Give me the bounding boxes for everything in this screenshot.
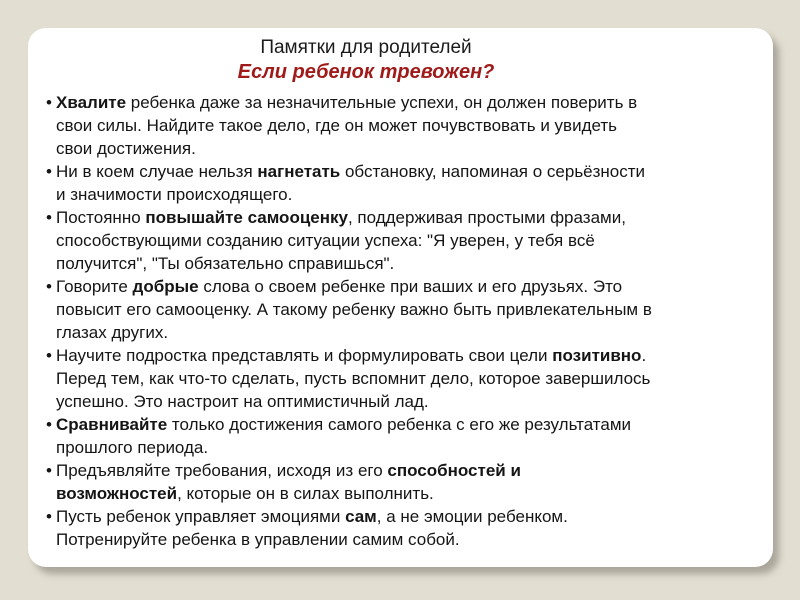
title-block: [46, 36, 686, 85]
bullet-marker-icon: •: [46, 208, 52, 227]
bold-text-segment: Хвалите: [56, 93, 127, 112]
text-segment: только достижения самого ребенка с его же результатами: [167, 415, 632, 434]
text-segment: успешно. Это настроит на оптимистичный лад.: [56, 392, 429, 411]
text-segment: Ни в коем случае нельзя: [56, 162, 258, 181]
list-item: [46, 413, 756, 459]
list-item-line: [46, 298, 756, 321]
bullet-marker-icon: •: [46, 507, 52, 526]
text-segment: способствующими созданию ситуации успеха: "Я уверен, у тебя всё: [56, 231, 595, 250]
text-segment: Перед тем, как что-то сделать, пусть вспомнит дело, которое завершилось: [56, 369, 651, 388]
bold-text-segment: Сравнивайте: [56, 415, 168, 434]
text-segment: Постоянно: [56, 208, 146, 227]
page-title: Памятки для родителей: [260, 37, 472, 58]
list-item: [46, 206, 756, 275]
bullet-list: [46, 91, 756, 551]
text-segment: Предъявляйте требования, исходя из его: [56, 461, 388, 480]
bullet-marker-icon: •: [46, 93, 52, 112]
text-segment: , а не эмоции ребенком.: [376, 507, 568, 526]
text-segment: ребенка даже за незначительные успехи, он должен поверить в: [126, 93, 638, 112]
list-item-line: [46, 229, 756, 252]
text-segment: обстановку, напоминая о серьёзности: [340, 162, 646, 181]
list-item: [46, 459, 756, 505]
bold-text-segment: добрые: [132, 277, 199, 296]
list-item-line: [46, 482, 756, 505]
list-item-line: [46, 459, 756, 482]
content-card: [28, 28, 773, 567]
list-item-line: [46, 275, 756, 298]
text-segment: повысит его самооценку. А такому ребенку важно быть привлекательным в: [56, 300, 652, 319]
bullet-marker-icon: •: [46, 346, 52, 365]
text-segment: свои силы. Найдите такое дело, где он может почувствовать и увидеть: [56, 116, 618, 135]
list-item-line: [46, 390, 756, 413]
text-segment: , которые он в силах выполнить.: [177, 484, 434, 503]
list-item-line: [46, 321, 756, 344]
list-item-line: [46, 413, 756, 436]
list-item-line: [46, 160, 756, 183]
text-segment: и значимости происходящего.: [56, 185, 293, 204]
text-segment: прошлого периода.: [56, 438, 209, 457]
text-segment: свои достижения.: [56, 139, 196, 158]
text-segment: Потренируйте ребенка в управлении самим собой.: [56, 530, 460, 549]
list-item-line: [46, 528, 756, 551]
list-item: [46, 275, 756, 344]
list-item-line: [46, 252, 756, 275]
bold-text-segment: позитивно: [552, 346, 642, 365]
list-item-line: [46, 206, 756, 229]
bold-text-segment: возможностей: [56, 484, 178, 503]
text-segment: слова о своем ребенке при ваших и его друзьях. Это: [198, 277, 623, 296]
list-item-line: [46, 183, 756, 206]
content-column: [46, 36, 756, 551]
list-item-line: [46, 367, 756, 390]
bold-text-segment: сам: [345, 507, 377, 526]
list-item-line: [46, 91, 756, 114]
text-segment: Говорите: [56, 277, 133, 296]
text-segment: глазах других.: [56, 323, 169, 342]
page-subtitle: Если ребенок тревожен?: [237, 61, 495, 83]
list-item: [46, 344, 756, 413]
list-item-line: [46, 137, 756, 160]
list-item: [46, 91, 756, 160]
text-segment: .: [641, 346, 647, 365]
list-item-line: [46, 436, 756, 459]
text-segment: , поддерживая простыми фразами,: [347, 208, 626, 227]
bullet-marker-icon: •: [46, 461, 52, 480]
list-item-line: [46, 344, 756, 367]
bold-text-segment: способностей и: [387, 461, 521, 480]
list-item: [46, 505, 756, 551]
bullet-marker-icon: •: [46, 277, 52, 296]
text-segment: Научите подростка представлять и формулировать свои цели: [56, 346, 553, 365]
list-item: [46, 160, 756, 206]
list-item-line: [46, 505, 756, 528]
bold-text-segment: повышайте самооценку: [145, 208, 348, 227]
text-segment: получится", "Ты обязательно справишься".: [56, 254, 395, 273]
text-segment: Пусть ребенок управляет эмоциями: [56, 507, 346, 526]
bullet-marker-icon: •: [46, 415, 52, 434]
list-item-line: [46, 114, 756, 137]
bold-text-segment: нагнетать: [257, 162, 341, 181]
bullet-marker-icon: •: [46, 162, 52, 181]
